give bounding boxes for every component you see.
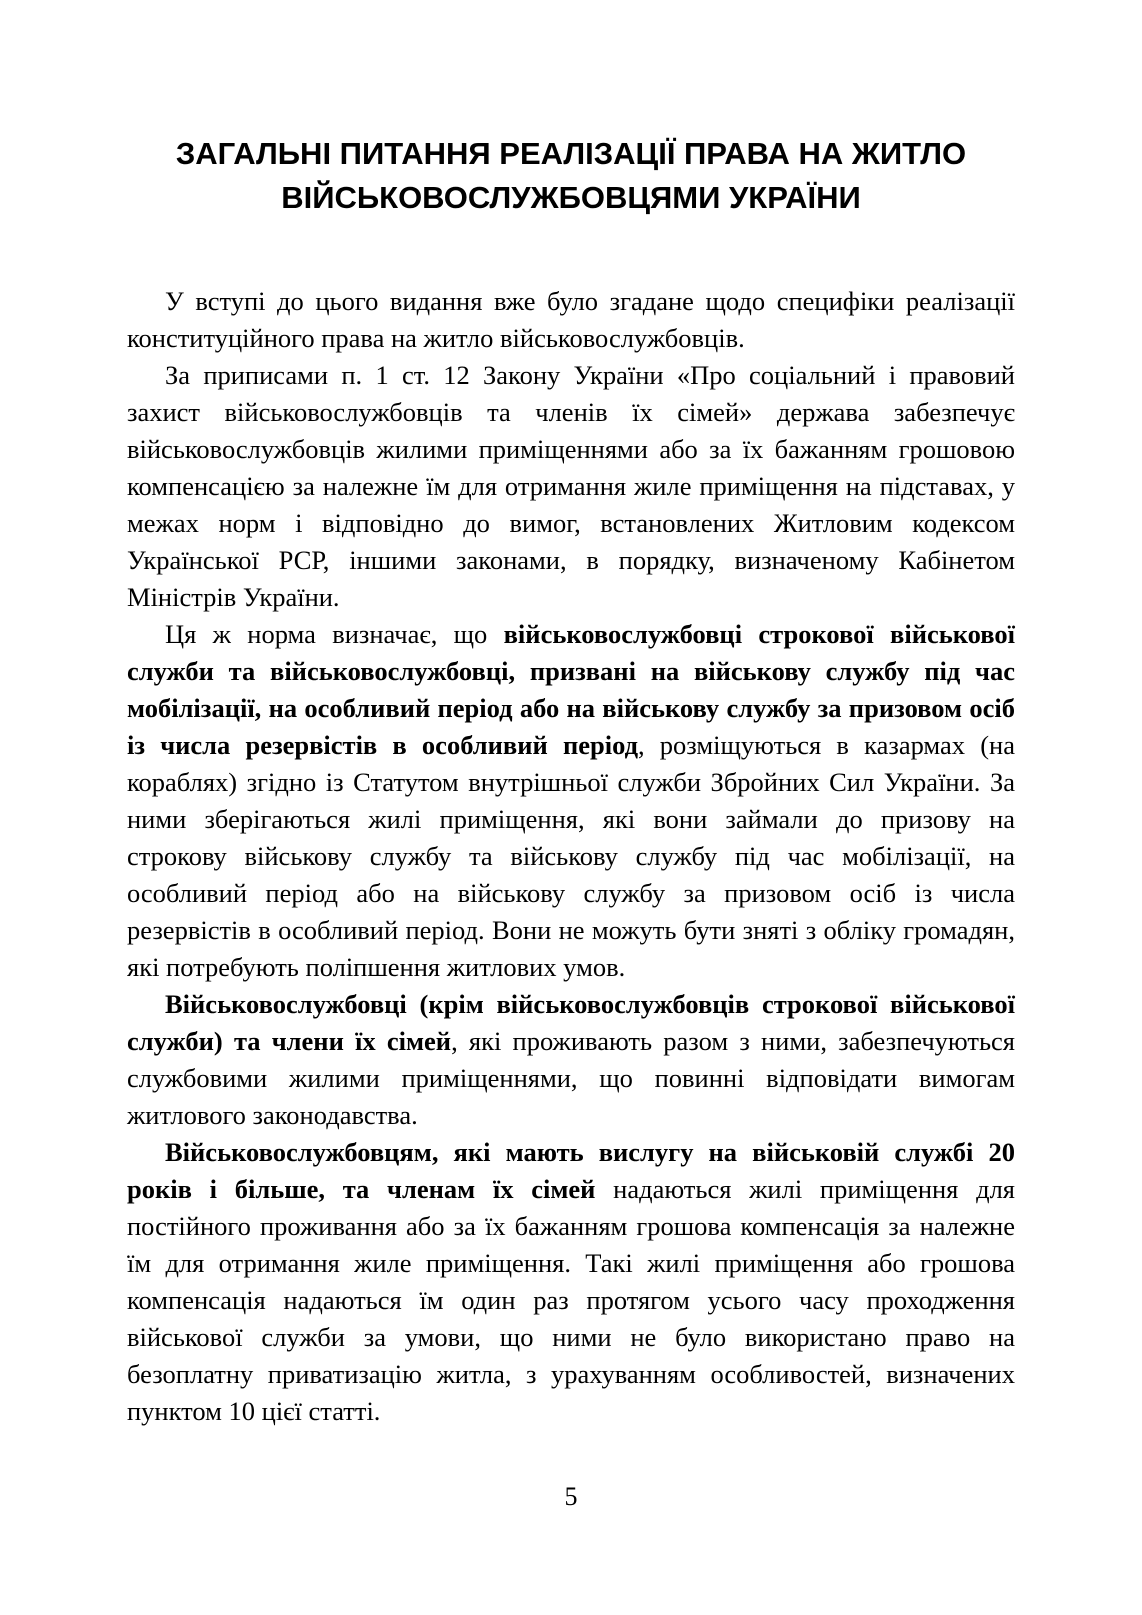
bold-text-segment: військовослужбовці строкової військової служби та військовослужбовці, призвані на військову службу під час мобілізації, на особливий період або на військову службу за призовом осіб із числа резервістів в особливий період bbox=[127, 619, 1015, 760]
page-number: 5 bbox=[564, 1482, 578, 1511]
paragraph bbox=[127, 283, 1015, 357]
text-segment: У вступі до цього видання вже було згадане щодо специфіки реалізації конституційного права на житло військовослужбовців. bbox=[127, 286, 1015, 353]
text-segment: Ця ж норма визначає, що bbox=[165, 619, 504, 649]
text-segment: , розміщуються в казармах (на кораблях) згідно із Статутом внутрішньої служби Збройних Сил України. За ними зберігаються жилі приміщення, які вони займали до призову на строкову військову службу та військову службу під час мобілізації, на особливий період або на військову службу за призовом осіб із числа резервістів в особливий період. Вони не можуть бути зняті з обліку громадян, які потребують поліпшення житлових умов. bbox=[127, 730, 1015, 982]
page-title bbox=[0, 0, 1142, 220]
paragraph bbox=[127, 357, 1015, 616]
paragraph bbox=[127, 986, 1015, 1134]
paragraph bbox=[127, 1134, 1015, 1430]
text-segment: За приписами п. 1 ст. 12 Закону України «Про соціальний і правовий захист військовослужбовців та членів їх сімей» держава забезпечує військовослужбовців жилими приміщеннями або за їх бажанням грошовою компенсацією за належне їм для отримання жиле приміщення на підставах, у межах норм і відповідно до вимог, встановлених Житловим кодексом Української РСР, іншими законами, в порядку, визначеному Кабінетом Міністрів України. bbox=[127, 360, 1015, 612]
bold-text-segment: Військовослужбовці (крім військовослужбовців строкової військової служби) та члени їх сімей bbox=[127, 989, 1015, 1056]
text-segment: надаються жилі приміщення для постійного проживання або за їх бажанням грошова компенсація за належне їм для отримання жиле приміщення. Такі жилі приміщення або грошова компенсація надаються їм один раз протягом усього часу проходження військової служби за умови, що ними не було використано право на безоплатну приватизацію житла, з урахуванням особливостей, визначених пунктом 10 цієї статті. bbox=[127, 1174, 1015, 1426]
page-title-line1: ЗАГАЛЬНІ ПИТАННЯ РЕАЛІЗАЦІЇ ПРАВА НА ЖИТЛО bbox=[175, 136, 967, 171]
document-body bbox=[127, 283, 1015, 1430]
bold-text-segment: Військовослужбовцям, які мають вислугу на військовій службі 20 років і більше, та членам їх сімей bbox=[127, 1137, 1015, 1204]
text-segment: , які проживають разом з ними, забезпечуються службовими жилими приміщеннями, що повинні відповідати вимогам житлового законодавства. bbox=[127, 1026, 1015, 1130]
paragraph bbox=[127, 616, 1015, 986]
page-title-line2: ВІЙСЬКОВОСЛУЖБОВЦЯМИ УКРАЇНИ bbox=[281, 180, 861, 215]
